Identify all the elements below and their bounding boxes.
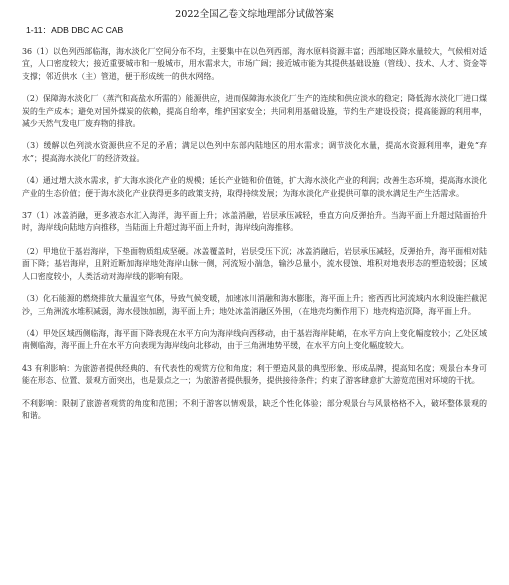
answer-43-negative: 不利影响：限制了旅游者观赏的角度和范围；不利于游客以情观景，缺乏个性化体验；部分观景台与风景格格不入，破坏整体景观的和谐。 <box>22 398 487 420</box>
document-title: 2022全国乙卷文综地理部分试做答案 <box>175 9 334 20</box>
answer-36-4: （4）通过增大淡水需求，扩大海水淡化产业的规模；延长产业链和价值链，扩大海水淡化产业的利润；改善生态环境，提高海水淡化产业的生态价值；便于海水淡化产业获得更多的政策支持，取得持续发展；为海水淡化产业提供可靠的淡水满足生产生活需求。 <box>22 176 487 198</box>
answer-36-2: （2）保障海水淡化厂（蒸汽和高盐水所需的）能源供应，进而保障海水淡化厂生产的连续和供应淡水的稳定；降低海水淡化厂进口煤炭的生产成本；避免对国外煤炭的依赖，提高自给率，维护国家安全；共同利用基础设施，节约生产建设投资；提高能源的利用率，减少天然气发电厂废弃物的排放。 <box>22 94 487 129</box>
answer-37-3: （3）化石能源的燃烧排放大量温室气体，导致气候变暖，加速冰川消融和海水膨胀，海平面上升；密西西比河流域内水利设施拦截泥沙，三角洲流水堆积减弱，海水侵蚀加剧，海平面上升；地处冰盖消融区外围，（在地壳均衡作用下）地壳构造沉降，海平面上升。 <box>22 294 487 316</box>
answer-37-1: 37（1）冰盖消融，更多液态水汇入海洋，海平面上升；冰盖消融，岩层承压减轻，垂直方向反弹抬升。当海平面上升超过陆面抬升时，海岸线向陆地方向推移，当陆面上升超过海平面上升时，海岸线向海推移。 <box>22 211 487 233</box>
answer-36-3: （3）缓解以色列淡水资源供应不足的矛盾；满足以色列中东部内陆地区的用水需求；调节淡化水量，提高水资源利用率，避免“弃水”；提高海水淡化厂的经济效益。 <box>22 141 487 163</box>
multiple-choice-answers: 1-11：ADB DBC AC CAB <box>26 25 124 35</box>
answer-37-4: （4）甲处区域西侧临海，海平面下降表现在水平方向为海岸线向西移动，由于基岩海岸陡峭，在水平方向上变化幅度较小；乙处区域南侧临海，海平面上升在水平方向表现为海岸线向北移动，由于三角洲地势平缓，在水平方向上变化幅度较大。 <box>22 328 487 351</box>
answer-37-2: （2）甲地位于基岩海岸，下垫面物质组成坚硬。冰盖覆盖时，岩层受压下沉；冰盖消融后，岩层承压减轻，反弹抬升，海平面相对陆面下降；基岩海岸，且附近断加海岸地处海岸山脉一侧，河流短小湍急，输沙总量小，流水侵蚀、堆积对地表形态的塑造较弱；区域人口密度较小，人类活动对海岸线的影响有限。 <box>22 246 487 281</box>
answer-36-1: 36（1）以色列西部临海，海水淡化厂空间分布不均，主要集中在以色列西部，海水原料资源丰富；西部地区降水量较大，气候相对适宜，人口密度较大；接近重要城市和一般城市，用水需求大，市场广阔；接近城市能为其提供基础设施（管线）、技术、人才、资金等支撑；邻近供水（主）管道，便于形成统一的供水网络。 <box>22 47 487 81</box>
answer-43-positive: 43 有利影响：为旅游者提供经典的、有代表性的观赏方位和角度；利于塑造风景的典型形象、形成品牌，提高知名度；观景台本身可能在形态、位置、景观方面突出，也是景点之一；为旅游者提供服务，提供接待条件；约束了游客肆意扩大游览范围对环境的干扰。 <box>22 363 487 386</box>
